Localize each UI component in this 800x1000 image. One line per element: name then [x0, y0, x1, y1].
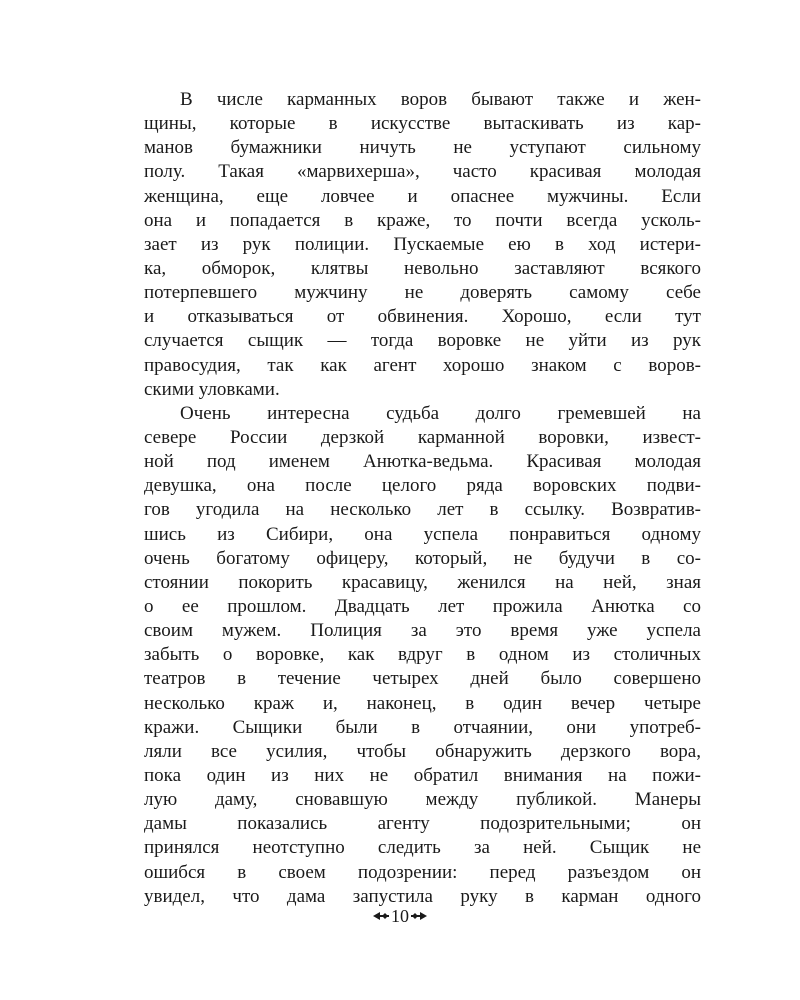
text-line: дамы показались агенту подозрительными; он	[144, 813, 701, 835]
text-line: скими уловками.	[144, 378, 280, 400]
text-line: шись из Сибири, она успела понравиться одному	[144, 523, 701, 545]
text-line: несколько краж и, наконец, в один вечер четыре	[144, 692, 701, 714]
text-line: ка, обморок, клятвы невольно заставляют всякого	[144, 257, 701, 279]
text-line: случается сыщик — тогда воровке не уйти из рук	[144, 330, 701, 352]
page-number-value: 10	[391, 905, 409, 926]
text-line: полу. Такая «марвихерша», часто красивая молодая	[144, 161, 701, 183]
text-line: стоянии покорить красавицу, женился на ней, зная	[144, 571, 701, 593]
text-line: театров в течение четырех дней было совершено	[144, 668, 701, 690]
arrow-ornament-left-icon	[373, 911, 389, 921]
text-line: ляли все усилия, чтобы обнаружить дерзкого вора,	[144, 740, 701, 762]
text-line: манов бумажники ничуть не уступают сильному	[144, 137, 701, 159]
text-line: она и попадается в краже, то почти всегда усколь-	[144, 209, 701, 231]
text-line: ошибся в своем подозрении: перед разъездом он	[144, 861, 701, 883]
text-line: ной под именем Анютка-ведьма. Красивая молодая	[144, 451, 701, 473]
text-line: В числе карманных воров бывают также и жен-	[180, 89, 701, 110]
text-line: очень богатому офицеру, который, не будучи в со-	[144, 547, 701, 569]
text-line: и отказываться от обвинения. Хорошо, если тут	[144, 306, 701, 328]
text-line: правосудия, так как агент хорошо знаком с воров-	[144, 354, 701, 376]
text-line: гов угодила на несколько лет в ссылку. Возвратив-	[144, 499, 701, 521]
text-line: пока один из них не обратил внимания на пожи-	[144, 764, 701, 786]
text-line: о ее прошлом. Двадцать лет прожила Анютка со	[144, 595, 701, 617]
text-line: своим мужем. Полиция за это время уже успела	[144, 620, 701, 642]
text-line: женщина, еще ловчее и опаснее мужчины. Если	[144, 185, 701, 207]
text-line: Очень интересна судьба долго гремевшей на	[180, 402, 701, 424]
text-line: увидел, что дама запустила руку в карман одного	[144, 885, 701, 907]
text-line: щины, которые в искусстве вытаскивать из кар-	[144, 113, 701, 135]
text-line: потерпевшего мужчину не доверять самому себе	[144, 282, 701, 304]
text-line: кражи. Сыщики были в отчаянии, они употреб-	[144, 716, 701, 738]
text-line: принялся неотступно следить за ней. Сыщик не	[144, 837, 701, 859]
text-line: забыть о воровке, как вдруг в одном из столичных	[144, 644, 701, 666]
arrow-ornament-right-icon	[411, 911, 427, 921]
text-line: девушка, она после целого ряда воровских подви-	[144, 475, 701, 497]
body-text	[144, 88, 701, 909]
page-number	[0, 902, 800, 928]
text-line: лую даму, сновавшую между публикой. Манеры	[144, 789, 701, 811]
text-line: севере России дерзкой карманной воровки, извест-	[144, 426, 701, 448]
text-line: зает из рук полиции. Пускаемые ею в ход истери-	[144, 233, 701, 255]
